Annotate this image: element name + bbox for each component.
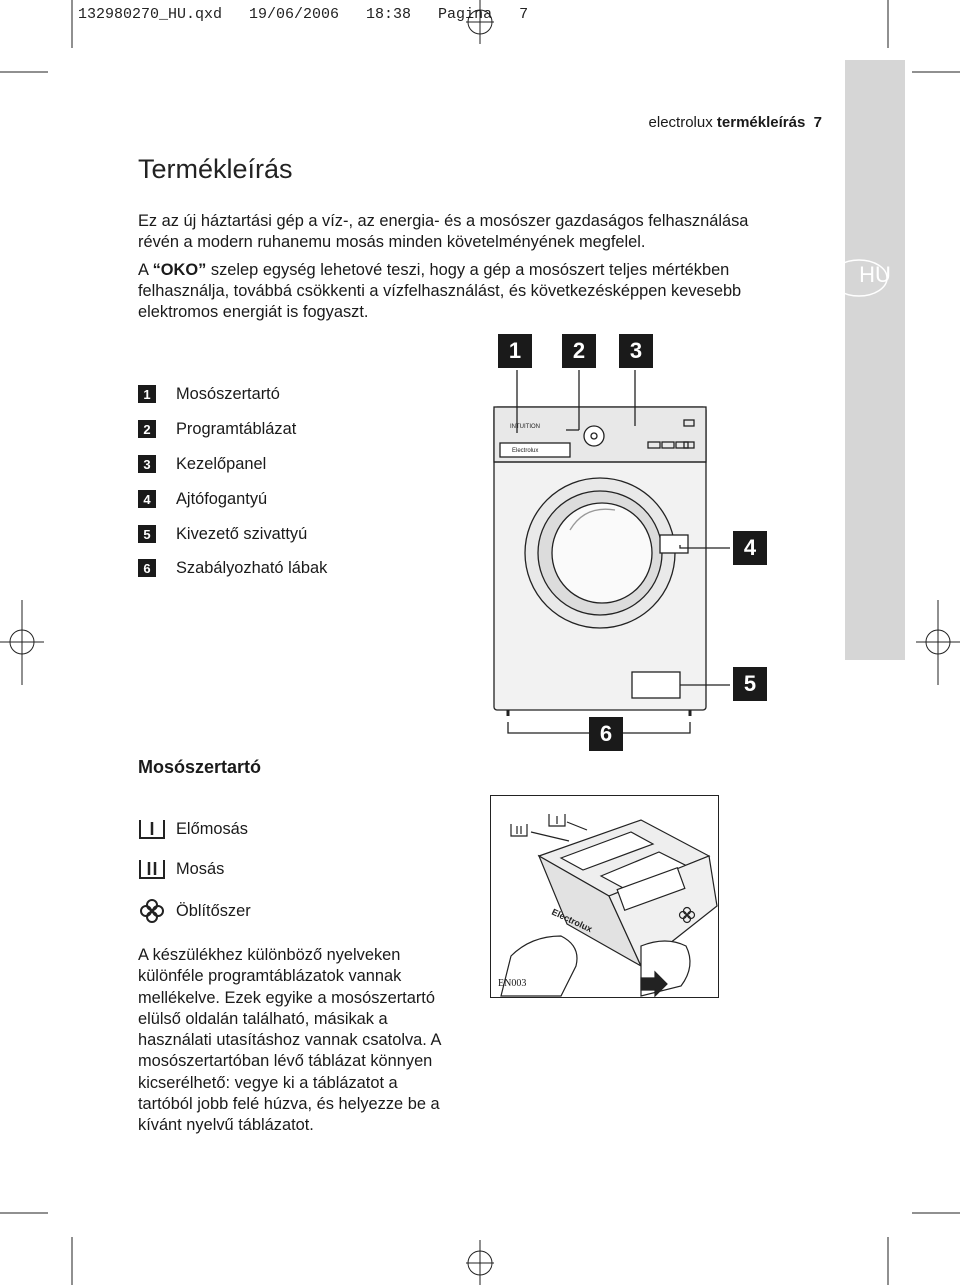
detergent-drawer-illustration <box>490 795 719 998</box>
legend-label: Programtáblázat <box>176 419 297 438</box>
body-line: kívánt nyelvű táblázatot. <box>138 1116 314 1135</box>
body-line: használati utasításhoz vannak csatolva. A <box>138 1031 442 1050</box>
oko-paragraph <box>138 260 798 323</box>
running-header-section: termékleírás <box>716 114 806 131</box>
body-line: kicserélhető: vegye ki a táblázatot a <box>138 1073 398 1092</box>
legend-number: 3 <box>138 455 156 473</box>
callout-3: 3 <box>619 334 653 368</box>
legend-label: Kivezető szivattyú <box>176 524 308 543</box>
legend-number: 1 <box>138 385 156 403</box>
panel-logo: Electrolux <box>512 448 539 454</box>
legend-label: Mosószertartó <box>176 384 280 403</box>
double-bar-compartment-icon <box>138 858 166 880</box>
oko-line: szelep egység lehetové teszi, hogy a gép a mosószert teljes mértékben <box>206 261 730 279</box>
intro-paragraph <box>138 211 798 253</box>
legend-label: Szabályozható lábak <box>176 558 328 577</box>
print-slug: 132980270_HU.qxd 19/06/2006 18:38 Pagina 7 <box>78 6 529 23</box>
section-subheading: Mosószertartó <box>138 757 262 777</box>
legend-item <box>138 522 307 546</box>
oko-line: elektromos energiát is fogyaszt. <box>138 303 369 321</box>
compartment-item <box>138 858 224 880</box>
running-header <box>600 114 822 131</box>
oko-term: “OKO” <box>152 261 207 279</box>
compartment-label: Öblítőszer <box>176 901 251 920</box>
callout-2: 2 <box>562 334 596 368</box>
callout-4: 4 <box>733 531 767 565</box>
body-line: mellékelve. Ezek egyike a mosószertartó <box>138 988 435 1007</box>
flower-icon <box>138 899 166 923</box>
compartment-label: Mosás <box>176 859 225 878</box>
language-tab-label: HU <box>859 262 891 287</box>
legend-item <box>138 382 280 406</box>
legend-item <box>138 417 296 441</box>
body-line: különféle programtáblázatok vannak <box>138 967 402 986</box>
legend-number: 6 <box>138 559 156 577</box>
single-bar-compartment-icon <box>138 818 166 840</box>
washing-machine-illustration <box>490 370 810 760</box>
legend-number: 2 <box>138 420 156 438</box>
body-line: elülső oldalán található, másikak a <box>138 1009 388 1028</box>
legend-item <box>138 556 327 580</box>
drawer-logo: Electrolux <box>550 906 594 935</box>
body-line: A készülékhez különböző nyelveken <box>138 946 401 964</box>
compartment-item <box>138 899 251 923</box>
compartment-label: Előmosás <box>176 819 248 838</box>
intro-line: révén a modern ruhanemu mosás minden követelményének megfelel. <box>138 233 646 251</box>
legend-number: 4 <box>138 490 156 508</box>
body-line: mosószertartóban lévő táblázat könnyen <box>138 1052 433 1071</box>
figure-caption: EN003 <box>498 978 527 989</box>
body-line: tartóból jobb felé húzva, és helyezze be a <box>138 1095 440 1114</box>
running-header-brand: electrolux <box>648 114 717 131</box>
language-tab <box>845 60 905 660</box>
panel-brand: INTUITION <box>510 424 540 430</box>
intro-line: Ez az új háztartási gép a víz-, az energia- és a mosószer gazdaságos felhasználása <box>138 212 749 230</box>
oko-line: felhasználja, továbbá csökkenti a vízfelhasználást, és következésképpen kevesebb <box>138 282 742 300</box>
legend-label: Ajtófogantyú <box>176 489 268 508</box>
page-title: Termékleírás <box>138 154 293 184</box>
legend-number: 5 <box>138 525 156 543</box>
language-tab-oval <box>829 258 889 298</box>
callout-1: 1 <box>498 334 532 368</box>
callout-6: 6 <box>589 717 623 751</box>
oko-pre: A <box>138 261 153 279</box>
compartment-item <box>138 818 248 840</box>
legend-label: Kezelőpanel <box>176 454 267 473</box>
page-number: 7 <box>813 114 822 131</box>
legend-item <box>138 452 266 476</box>
callout-5: 5 <box>733 667 767 701</box>
drawer-drawing <box>491 796 719 998</box>
body-paragraph <box>138 945 478 1137</box>
legend-item <box>138 487 267 511</box>
